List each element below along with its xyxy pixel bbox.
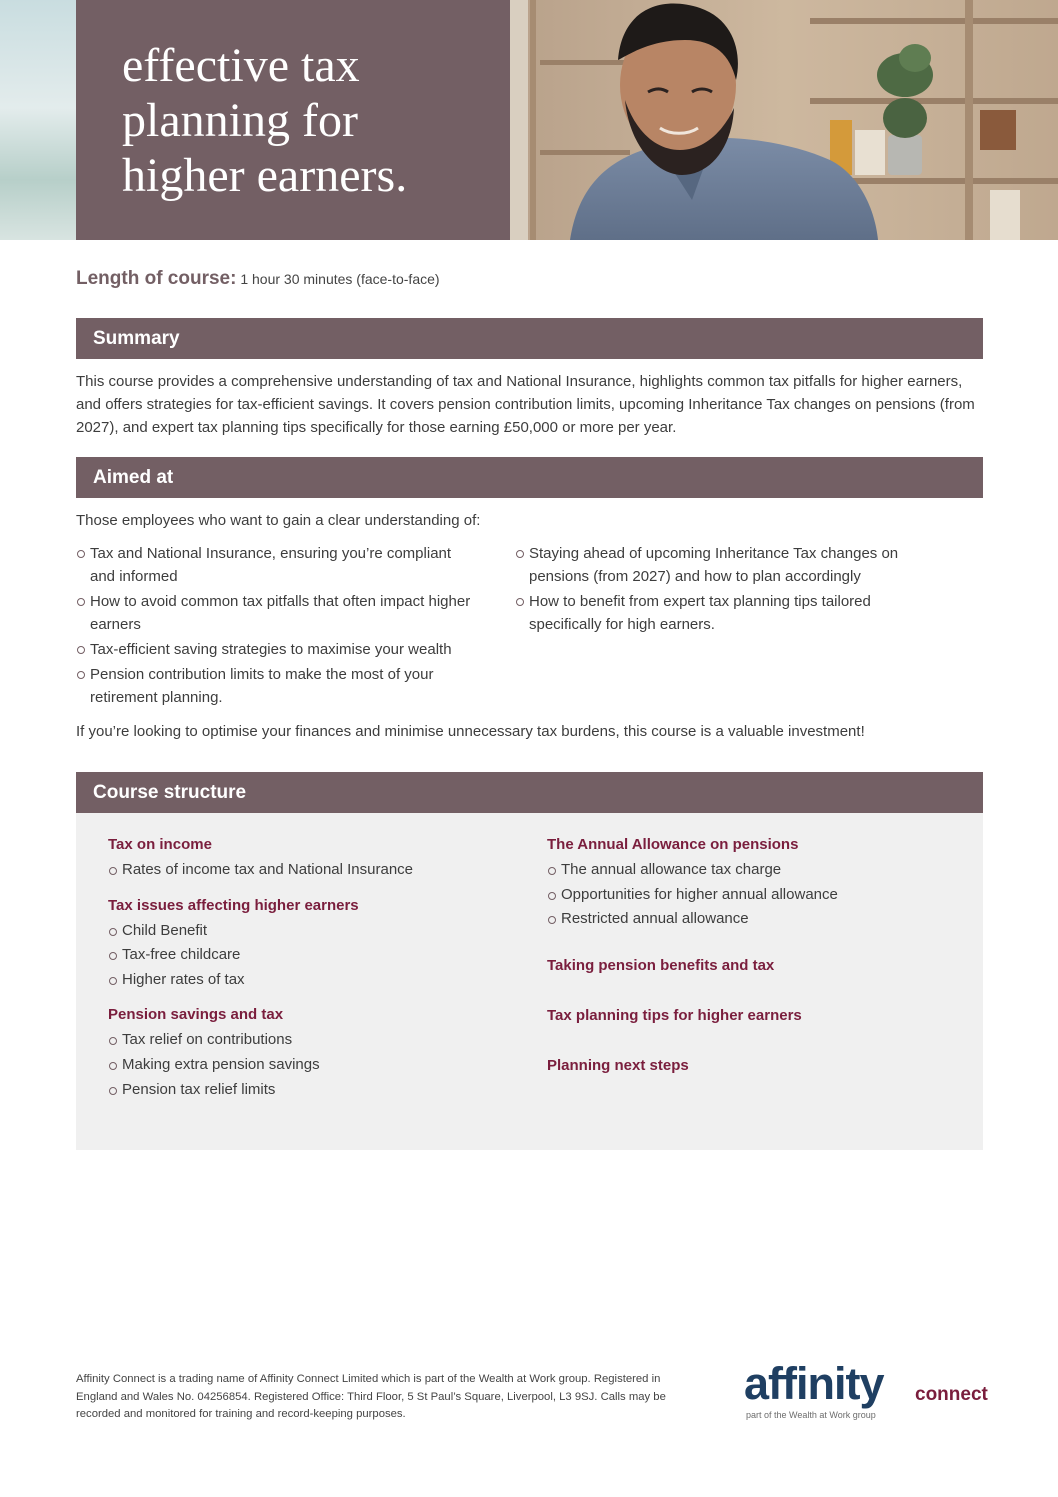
module (108, 896, 528, 993)
page-title (122, 38, 502, 203)
course-length (76, 268, 440, 290)
list-item: Tax relief on contributions (108, 1028, 528, 1053)
summary-heading: Summary (93, 328, 180, 349)
list-item: How to benefit from expert tax planning tips tailored specifically for high earners. (515, 590, 915, 636)
hero-banner (0, 0, 1058, 240)
module-title: Taking pension benefits and tax (547, 956, 775, 974)
list-item: Tax-efficient saving strategies to maximise your wealth (76, 638, 476, 661)
course-length-label: Length of course: (76, 268, 237, 289)
aimed-at-list-left (76, 542, 476, 711)
aimed-at-closing: If you’re looking to optimise your finances and minimise unnecessary tax burdens, this course is a valuable investment! (76, 723, 865, 740)
module-topics (108, 1028, 528, 1102)
list-item: Staying ahead of upcoming Inheritance Tax changes on pensions (from 2027) and how to plan accordingly (515, 542, 915, 588)
list-item: Child Benefit (108, 919, 528, 944)
affinity-connect-logo (744, 1358, 988, 1422)
list-item: Tax-free childcare (108, 943, 528, 968)
module (108, 835, 528, 883)
list-item: Pension contribution limits to make the most of your retirement planning. (76, 663, 476, 709)
page-title-line: planning for (122, 94, 358, 147)
module (547, 835, 967, 932)
footer-legal-text: Affinity Connect is a trading name of Affinity Connect Limited which is part of the Wealth at Work group. Registered in England and Wales No. 04256854. Registered Office: Third Floor, 5 St Paul’s Square, Liverpool, L3 9SJ. Calls may be recorded and monitored for training and record-keeping purposes. (76, 1373, 666, 1420)
list-item: Rates of income tax and National Insurance (108, 858, 528, 883)
summary-text: This course provides a comprehensive understanding of tax and National Insurance, highlights common tax pitfalls for higher earners, and offers strategies for tax-efficient savings. It covers pension contribution limits, upcoming Inheritance Tax changes on pensions (from 2027), and expert tax planning tips specifically for those earning £50,000 or more per year. (76, 373, 975, 436)
module-topics (108, 919, 528, 993)
aimed-at-section-header (76, 457, 983, 498)
list-item: The annual allowance tax charge (547, 858, 967, 883)
module-title: Tax on income (108, 836, 212, 853)
logo-tagline: part of the Wealth at Work group (746, 1410, 876, 1420)
module-title: Planning next steps (547, 1056, 689, 1074)
module-topics (108, 858, 528, 883)
page-title-line: effective tax (122, 39, 360, 92)
summary-section-header (76, 318, 983, 359)
logo-connect-text: connect (915, 1384, 988, 1405)
module-topics (547, 858, 967, 932)
course-structure-section-header (76, 772, 983, 813)
hero-photo-strip (0, 0, 76, 240)
module-title: Tax issues affecting higher earners (108, 896, 359, 914)
list-item: Tax and National Insurance, ensuring you’re compliant and informed (76, 542, 476, 588)
course-structure-panel (76, 813, 983, 1150)
course-length-value: 1 hour 30 minutes (face-to-face) (236, 271, 440, 287)
page-title-line: higher earners. (122, 149, 408, 202)
hero-title-panel (76, 0, 510, 240)
list-item: Higher rates of tax (108, 968, 528, 993)
hero-photo (510, 0, 1058, 240)
logo-wordmark: affinity (744, 1358, 884, 1409)
aimed-at-intro: Those employees who want to gain a clear understanding of: (76, 512, 481, 529)
list-item: How to avoid common tax pitfalls that often impact higher earners (76, 590, 476, 636)
course-structure-heading: Course structure (93, 782, 247, 803)
aimed-at-list-right (515, 542, 915, 638)
list-item: Making extra pension savings (108, 1053, 528, 1078)
course-structure-left-column (108, 835, 528, 1115)
module-title: Pension savings and tax (108, 1006, 284, 1024)
module-title: Tax planning tips for higher earners (547, 1006, 802, 1024)
list-item: Opportunities for higher annual allowance (547, 883, 967, 908)
list-item: Restricted annual allowance (547, 907, 967, 932)
list-item: Pension tax relief limits (108, 1078, 528, 1103)
course-structure-right-column (547, 835, 967, 1106)
module (108, 1005, 528, 1102)
module-title: The Annual Allowance on pensions (547, 836, 799, 853)
aimed-at-heading: Aimed at (93, 467, 174, 488)
